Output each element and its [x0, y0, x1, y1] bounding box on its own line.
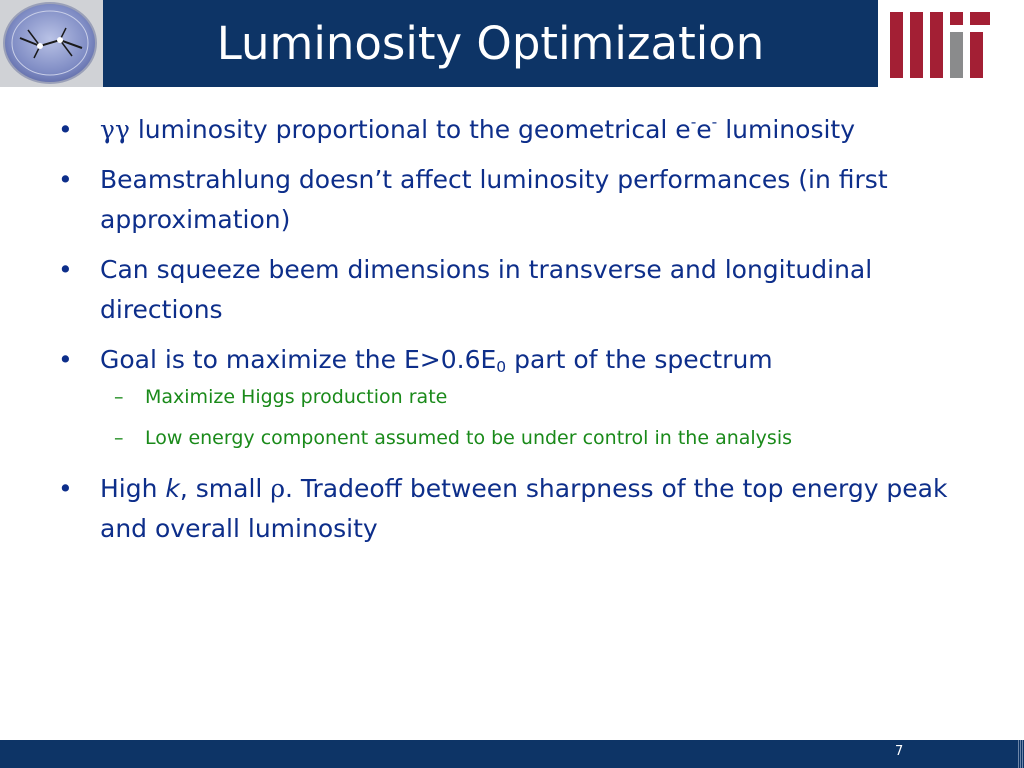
- footer-edge-pattern: [1018, 740, 1024, 768]
- bullet-marker: •: [58, 345, 73, 374]
- bullet-marker: •: [58, 165, 73, 194]
- sub-bullet-text: Low energy component assumed to be under control in the analysis: [145, 427, 793, 449]
- sub-bullet-higgs-rate: [58, 382, 978, 412]
- subscript-zero: 0: [496, 357, 507, 376]
- dash-marker: –: [114, 386, 124, 408]
- bullet-tradeoff: [58, 469, 978, 549]
- bullet-beamstrahlung: [58, 160, 978, 240]
- slide-body: [58, 110, 978, 559]
- bullet-text-mid: e: [696, 115, 712, 144]
- page-number: 7: [895, 744, 904, 759]
- dash-marker: –: [114, 427, 124, 449]
- rho-symbol: ρ: [270, 474, 286, 503]
- bullet-text: luminosity proportional to the geometrical e: [129, 115, 691, 144]
- bullet-text-mid: , small: [179, 474, 271, 503]
- superscript-minus: -: [711, 113, 718, 132]
- bullet-text-end: part of the spectrum: [506, 345, 773, 374]
- superscript-minus: -: [690, 113, 697, 132]
- slide-title: Luminosity Optimization: [216, 17, 765, 70]
- title-band: [103, 0, 878, 87]
- bullet-text: Beamstrahlung doesn’t affect luminosity performances (in first approximation): [100, 165, 888, 234]
- italic-k: k: [165, 474, 180, 503]
- bullet-text-pre: High: [100, 474, 166, 503]
- mit-logo: [890, 12, 990, 78]
- sub-bullet-low-energy: [58, 423, 978, 453]
- slide-footer: [0, 740, 1024, 768]
- bullet-text-end: luminosity: [717, 115, 856, 144]
- sub-bullet-text: Maximize Higgs production rate: [145, 386, 448, 408]
- bullet-marker: •: [58, 474, 73, 503]
- bullet-text-end: . Tradeoff between sharpness of the top energy peak and overall luminosity: [100, 474, 948, 543]
- bullet-text: Can squeeze beem dimensions in transverse and longitudinal directions: [100, 255, 873, 324]
- slide-header: [0, 0, 1024, 87]
- bullet-squeeze-beam: [58, 250, 978, 330]
- bullet-marker: •: [58, 115, 73, 144]
- event-display-logo: [0, 0, 103, 87]
- gamma-gamma-symbol: γγ: [100, 115, 130, 144]
- bullet-marker: •: [58, 255, 73, 284]
- bullet-goal: [58, 340, 978, 380]
- bullet-text: Goal is to maximize the E>0.6E: [100, 345, 497, 374]
- bullet-gamma-luminosity: [58, 110, 978, 150]
